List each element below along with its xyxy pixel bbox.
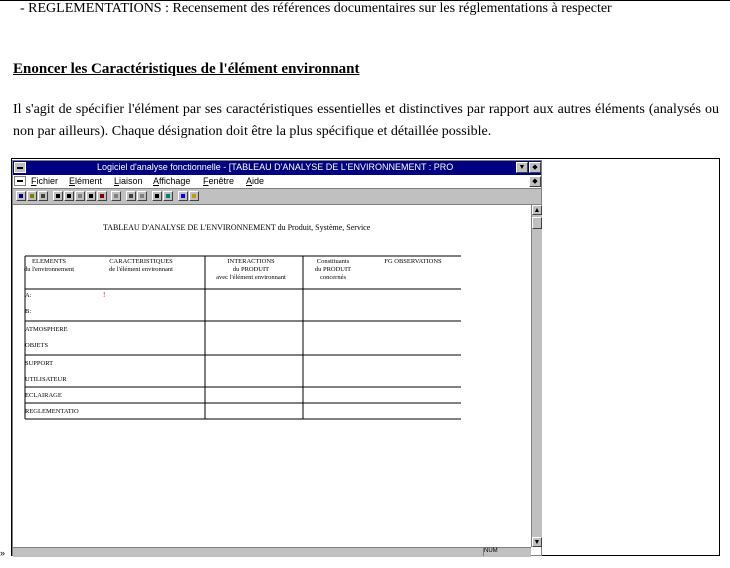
menu-aide[interactable]: Aide	[246, 176, 265, 186]
menu-bar	[13, 175, 541, 189]
vertical-scrollbar[interactable]	[531, 205, 542, 547]
save-icon[interactable]	[38, 191, 48, 201]
scroll-down-icon[interactable]: ▼	[533, 538, 541, 546]
print-icon[interactable]	[152, 191, 162, 201]
restore-button[interactable]: ◆	[529, 176, 541, 187]
zoom-icon[interactable]	[53, 191, 63, 201]
system-menu-icon[interactable]	[14, 162, 26, 173]
minimize-button[interactable]: ▼	[516, 162, 528, 173]
cursor-mark: !	[103, 291, 106, 299]
open-icon[interactable]	[27, 191, 37, 201]
status-num: NUM	[483, 548, 514, 556]
section-heading: Enoncer les Caractéristiques de l'élément environnant	[13, 61, 360, 77]
menu-fenetre[interactable]: Fenêtre	[203, 176, 235, 186]
toolbar	[13, 189, 541, 205]
window-title: Logiciel d'analyse fonctionnelle - [TABLEAU D'ANALYSE DE L'ENVIRONNEMENT : PRO	[97, 162, 454, 172]
reglementations-line: - REGLEMENTATIONS : Recensement des références documentaires sur les réglementations à respecter	[20, 1, 612, 16]
select-icon[interactable]	[126, 191, 136, 201]
menu-fichier[interactable]: Fichier	[31, 176, 59, 186]
horizontal-scrollbar[interactable]	[13, 547, 531, 557]
line-icon[interactable]	[137, 191, 147, 201]
document-area[interactable]	[13, 205, 531, 547]
analysis-table	[13, 205, 531, 547]
table-header-cell: FG OBSERVATIONS	[384, 258, 442, 265]
table-row-label: UTILISATEUR	[25, 376, 67, 383]
table-row-label: ECLAIRAGE	[25, 392, 62, 399]
document-menu-icon[interactable]	[14, 176, 26, 186]
table-header-cell: du PRODUIT	[232, 266, 270, 273]
menu-affichage[interactable]: Affichage	[153, 176, 191, 186]
maximize-button[interactable]: ◆	[529, 162, 541, 173]
table-row-label: REGLEMENTATIO	[25, 408, 79, 415]
help-icon[interactable]	[178, 191, 188, 201]
table-row-label: A:	[25, 292, 32, 299]
scroll-thumb[interactable]	[532, 217, 542, 229]
document-title: TABLEAU D'ANALYSE DE L'ENVIRONNEMENT du Produit, Système, Service	[103, 223, 371, 232]
zoom-in-icon[interactable]	[64, 191, 74, 201]
table-header-cell: INTERACTIONS	[227, 258, 275, 265]
expand-icon[interactable]	[86, 191, 96, 201]
link-icon[interactable]	[97, 191, 107, 201]
table-row-label: SUPPORT	[25, 360, 54, 367]
table-header-cell: CARACTERISTIQUES	[109, 258, 173, 265]
table-header-cell: avec l'élément environnant	[216, 274, 286, 281]
intro-paragraph: Il s'agit de spécifier l'élément par ses caractéristiques essentielles et distinctives par rapport aux autres éléments (analysés ou non par ailleurs). Chaque désignation doit être la plus spécifique et détaillée possible.	[13, 102, 719, 139]
preview-icon[interactable]	[163, 191, 173, 201]
table-header-cell: concernés	[320, 274, 346, 281]
table-header-cell: du l'environnement	[23, 266, 75, 273]
table-header-cell: du PRODUIT	[314, 266, 352, 273]
menu-element[interactable]: Elément	[69, 176, 103, 186]
menu-liaison[interactable]: Liaison	[114, 176, 143, 186]
magic-icon[interactable]	[189, 191, 199, 201]
table-header-cell: ELEMENTS	[32, 258, 66, 265]
delete-icon[interactable]	[75, 191, 85, 201]
table-header-cell: Constituants	[316, 258, 350, 265]
table-header-cell: de l'élément environnant	[109, 266, 173, 273]
table-icon[interactable]	[111, 191, 121, 201]
new-icon[interactable]	[16, 191, 26, 201]
app-window	[12, 160, 542, 556]
table-row-label: B:	[25, 308, 32, 315]
title-bar	[13, 161, 541, 175]
scroll-up-icon[interactable]: ▲	[533, 206, 541, 214]
table-row-label: OBJETS	[25, 342, 49, 349]
margin-mark: »	[0, 548, 6, 558]
table-row-label: ATMOSPHERE	[25, 326, 68, 333]
